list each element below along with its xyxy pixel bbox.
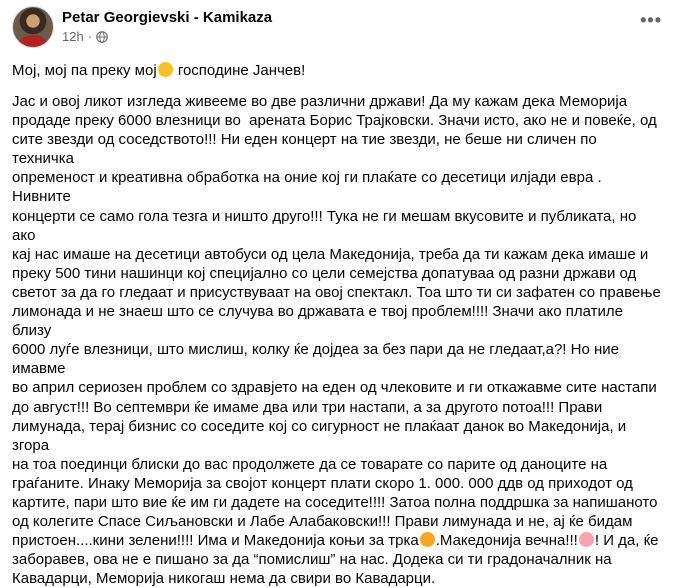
body-text-1: Јас и овој ликот изгледа живееме во две различни држави! Да му кажам дека Меморија продаде преку 6000 влезници во арената Борис Трајковски. Значи исто, ако не и повеќе, од сите звезди од соседството!!! Ни еден концерт на тие звезди, не беше ни сличен по техничка опременост и креативна обработка на оние кој ги плаќате со десетици илјади евра . Нивните концерти се само гола тезга и ништо друго!!! Тука не ги мешам вкусовите и публиката, но ако кај нас имаше на десетици автобуси од цела Македонија, треба да ти кажам дека имаше и преку 500 тини нашинци кој специјално со цели семејства допатуваа од разни држави од светот за да го гледаат и присуствуваат на овој спектакл. Тоа што ти си зафатен со правење лимонада и не знаеш што се случува во државата е твој проблем!!!! Значи ако платиле близу 6000 луѓе влезници, што мислиш, колку ќе дојдеа за без пари да не гледаат,а?! Но ние имавме во април сериозен проблем со здравјето на еден од члековите и ги откажавме сите настапи до август!!! Во септември ќе имаме два или три настапи, а за другото потоа!!! Прави лимунада, терај бизнис со соседите кој со сигурност не плаќаат данок во Македонија, и згора на тоа поединци блиски до вас продолжете да се товарате со парите од даноците на граѓаните. Инаку Меморија за својот концерт плати скоро 1. 000. 000 ддв од приходот од картите, пари што вие ќе им ги дадете на соседите!!!! Затоа полна поддршка за напишаното од колегите Спасе Сиљановски и Лабе Алабаковски!!! Прави лимунада и не, ај ќе бидам пристоен....кини зелени!!!! Има и Македонија коњи за трка <box>12 93 661 550</box>
separator-dot: · <box>87 29 93 44</box>
greeting-text-1: Мој, мој па преку мој <box>12 62 157 79</box>
post-header <box>12 6 272 48</box>
body-text-2: .Македонија вечна!!! <box>435 532 578 550</box>
smiling-face-with-hearts-emoji <box>579 532 594 547</box>
post-meta <box>62 8 272 45</box>
post-greeting <box>12 61 662 81</box>
globe-icon[interactable] <box>96 31 108 43</box>
face-with-hand-emoji <box>420 532 435 547</box>
author-name[interactable]: Petar Georgievski - Kamikaza <box>62 9 273 26</box>
confused-face-emoji <box>158 62 173 77</box>
author-avatar[interactable] <box>12 6 54 48</box>
body-text-3: ! И да, ќе заборавев, ова не е пишано за да “помислиш” на нас. Додека си ти градоначалник на Кавадарци, Меморија никогаш нема да свири во Кавадарци. <box>12 532 659 588</box>
greeting-text-2: господине Јанчев! <box>173 62 306 79</box>
post-body <box>12 92 662 588</box>
post-timestamp[interactable]: 12h <box>62 29 84 44</box>
post-subline <box>62 29 272 45</box>
more-options-icon[interactable]: ••• <box>640 10 662 30</box>
